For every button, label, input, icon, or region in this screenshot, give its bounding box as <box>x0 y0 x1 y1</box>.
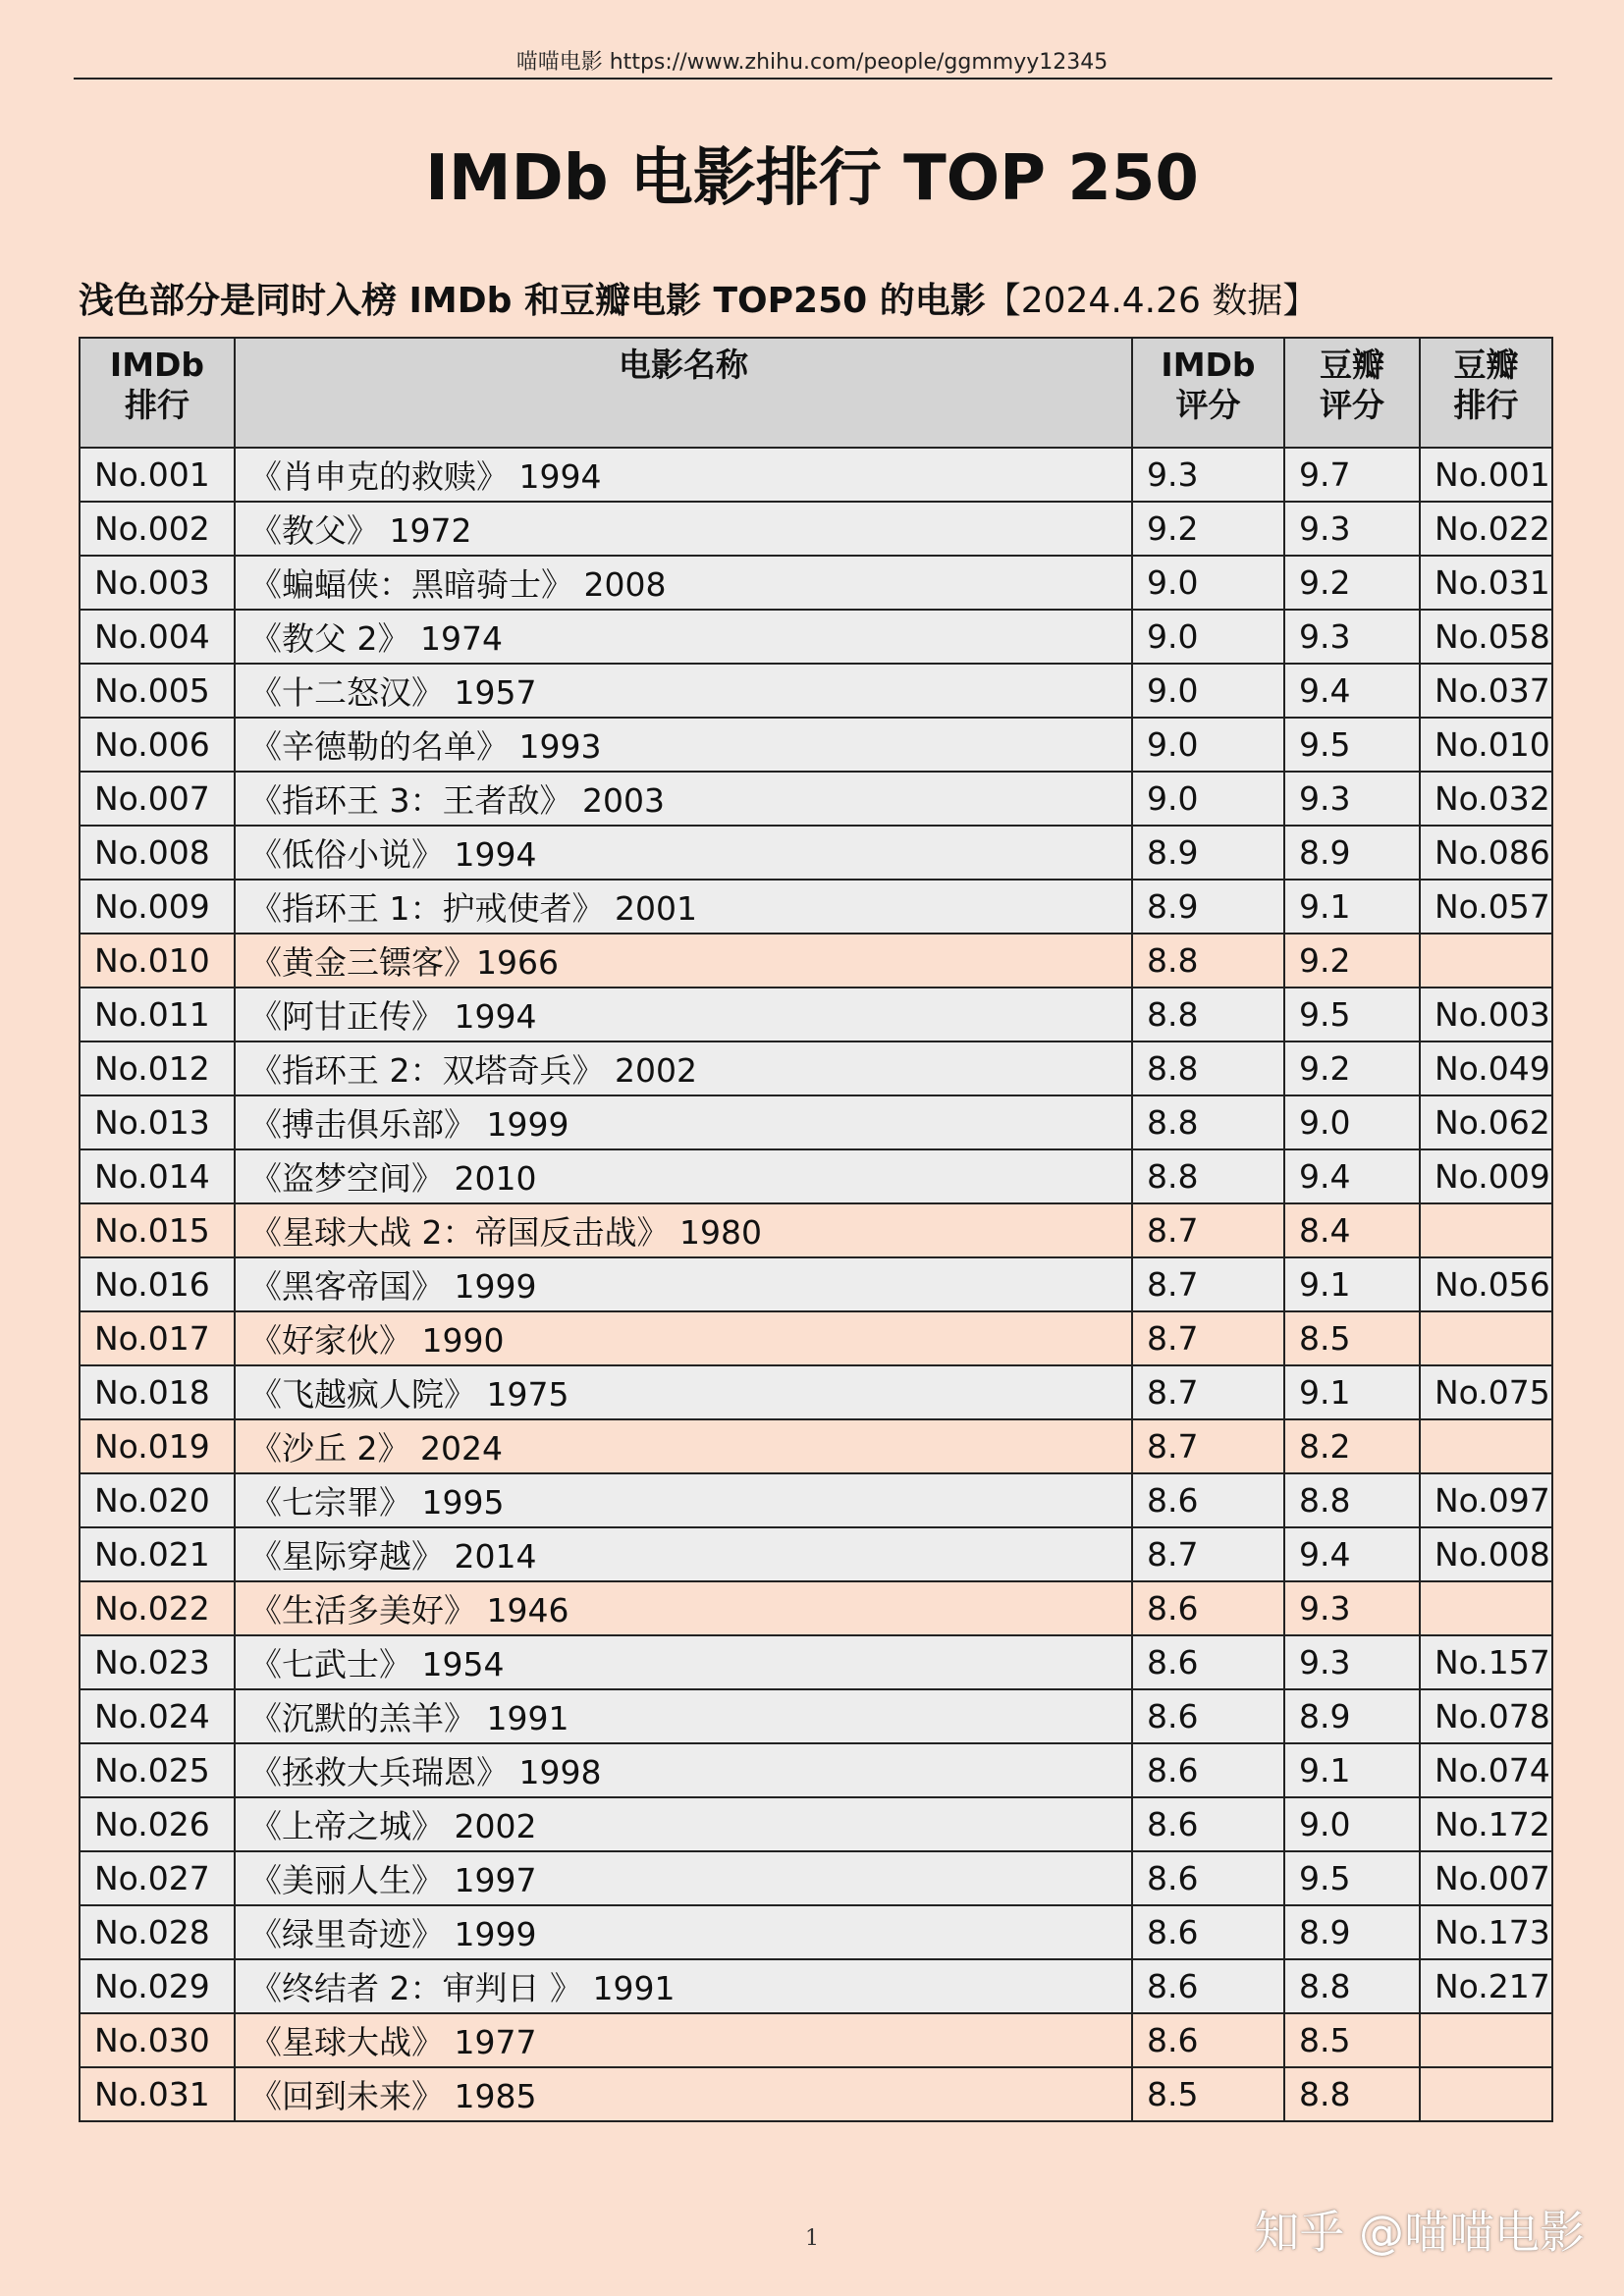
cell-douban-rank <box>1420 2067 1552 2121</box>
cell-imdb-score: 8.6 <box>1132 1689 1284 1743</box>
cell-douban-score: 8.4 <box>1284 1203 1420 1257</box>
table-row <box>80 1365 1552 1419</box>
cell-imdb-rank: No.001 <box>80 448 235 502</box>
cell-title: 《回到未来》 1985 <box>235 2067 1132 2121</box>
cell-title: 《沙丘 2》 2024 <box>235 1419 1132 1473</box>
cell-douban-score: 9.4 <box>1284 1527 1420 1581</box>
cell-douban-score: 9.5 <box>1284 988 1420 1041</box>
cell-title: 《生活多美好》 1946 <box>235 1581 1132 1635</box>
page-title: IMDb 电影排行 TOP 250 <box>425 142 1199 215</box>
cell-douban-rank: No.097 <box>1420 1473 1552 1527</box>
cell-douban-rank: No.049 <box>1420 1041 1552 1095</box>
cell-title: 《星球大战 2：帝国反击战》 1980 <box>235 1203 1132 1257</box>
cell-douban-rank: No.173 <box>1420 1905 1552 1959</box>
cell-douban-rank: No.157 <box>1420 1635 1552 1689</box>
cell-douban-score: 8.9 <box>1284 826 1420 880</box>
table-row <box>80 880 1552 934</box>
cell-imdb-score: 9.0 <box>1132 718 1284 772</box>
cell-douban-rank <box>1420 934 1552 988</box>
cell-imdb-score: 8.7 <box>1132 1527 1284 1581</box>
cell-douban-rank: No.037 <box>1420 664 1552 718</box>
cell-douban-rank: No.022 <box>1420 502 1552 556</box>
table-row <box>80 1851 1552 1905</box>
cell-imdb-score: 8.6 <box>1132 1851 1284 1905</box>
table-row <box>80 1473 1552 1527</box>
cell-douban-score: 9.3 <box>1284 1635 1420 1689</box>
cell-imdb-rank: No.029 <box>80 1959 235 2013</box>
table-row <box>80 2067 1552 2121</box>
cell-imdb-rank: No.003 <box>80 556 235 610</box>
cell-douban-score: 9.4 <box>1284 664 1420 718</box>
cell-douban-score: 8.8 <box>1284 1959 1420 2013</box>
cell-title: 《教父 2》 1974 <box>235 610 1132 664</box>
cell-douban-score: 8.8 <box>1284 2067 1420 2121</box>
cell-douban-rank: No.057 <box>1420 880 1552 934</box>
cell-douban-score: 9.2 <box>1284 556 1420 610</box>
table-row <box>80 718 1552 772</box>
cell-imdb-rank: No.026 <box>80 1797 235 1851</box>
cell-title: 《辛德勒的名单》 1993 <box>235 718 1132 772</box>
cell-douban-rank <box>1420 1419 1552 1473</box>
cell-imdb-rank: No.004 <box>80 610 235 664</box>
col-header-imdb-score: IMDb 评分 <box>1132 338 1284 448</box>
header-divider <box>74 78 1552 80</box>
subtitle-note: 浅色部分是同时入榜 IMDb 和豆瓣电影 TOP250 的电影 <box>79 281 986 321</box>
cell-imdb-score: 8.7 <box>1132 1419 1284 1473</box>
cell-imdb-rank: No.010 <box>80 934 235 988</box>
cell-title: 《绿里奇迹》 1999 <box>235 1905 1132 1959</box>
cell-douban-score: 9.2 <box>1284 934 1420 988</box>
cell-douban-rank: No.062 <box>1420 1095 1552 1149</box>
cell-douban-rank: No.008 <box>1420 1527 1552 1581</box>
cell-douban-rank: No.001 <box>1420 448 1552 502</box>
cell-douban-rank: No.031 <box>1420 556 1552 610</box>
table-row <box>80 1743 1552 1797</box>
table-row <box>80 826 1552 880</box>
cell-title: 《低俗小说》 1994 <box>235 826 1132 880</box>
table-row <box>80 1797 1552 1851</box>
cell-imdb-rank: No.013 <box>80 1095 235 1149</box>
cell-imdb-rank: No.022 <box>80 1581 235 1635</box>
cell-imdb-rank: No.025 <box>80 1743 235 1797</box>
table-body <box>80 448 1552 2121</box>
cell-imdb-score: 8.7 <box>1132 1365 1284 1419</box>
cell-title: 《沉默的羔羊》 1991 <box>235 1689 1132 1743</box>
cell-imdb-rank: No.027 <box>80 1851 235 1905</box>
cell-douban-score: 9.5 <box>1284 718 1420 772</box>
cell-imdb-score: 8.8 <box>1132 988 1284 1041</box>
cell-title: 《搏击俱乐部》 1999 <box>235 1095 1132 1149</box>
cell-douban-rank: No.086 <box>1420 826 1552 880</box>
cell-imdb-score: 8.6 <box>1132 1959 1284 2013</box>
cell-imdb-rank: No.005 <box>80 664 235 718</box>
cell-imdb-score: 8.6 <box>1132 1473 1284 1527</box>
cell-title: 《教父》 1972 <box>235 502 1132 556</box>
cell-douban-score: 9.7 <box>1284 448 1420 502</box>
cell-imdb-rank: No.014 <box>80 1149 235 1203</box>
table-row <box>80 1527 1552 1581</box>
zhihu-watermark: 知乎 @喵喵电影 <box>1254 2206 1585 2259</box>
cell-douban-score: 9.1 <box>1284 1257 1420 1311</box>
cell-imdb-rank: No.002 <box>80 502 235 556</box>
cell-douban-rank: No.074 <box>1420 1743 1552 1797</box>
cell-douban-score: 9.5 <box>1284 1851 1420 1905</box>
table-header-row <box>80 338 1552 448</box>
cell-imdb-score: 8.7 <box>1132 1311 1284 1365</box>
cell-imdb-score: 9.0 <box>1132 664 1284 718</box>
cell-imdb-rank: No.016 <box>80 1257 235 1311</box>
cell-imdb-score: 9.2 <box>1132 502 1284 556</box>
ranking-table <box>79 337 1553 2122</box>
cell-douban-rank: No.217 <box>1420 1959 1552 2013</box>
cell-douban-rank: No.007 <box>1420 1851 1552 1905</box>
cell-douban-score: 9.1 <box>1284 1365 1420 1419</box>
cell-imdb-score: 9.0 <box>1132 772 1284 826</box>
cell-title: 《飞越疯人院》 1975 <box>235 1365 1132 1419</box>
cell-imdb-rank: No.018 <box>80 1365 235 1419</box>
cell-imdb-rank: No.020 <box>80 1473 235 1527</box>
table-row <box>80 1203 1552 1257</box>
cell-title: 《盗梦空间》 2010 <box>235 1149 1132 1203</box>
cell-imdb-rank: No.009 <box>80 880 235 934</box>
table-row <box>80 610 1552 664</box>
cell-title: 《指环王 1：护戒使者》 2001 <box>235 880 1132 934</box>
cell-title: 《肖申克的救赎》 1994 <box>235 448 1132 502</box>
table-row <box>80 2013 1552 2067</box>
cell-douban-score: 8.9 <box>1284 1689 1420 1743</box>
page-header-source: 喵喵电影 https://www.zhihu.com/people/ggmmyy12345 <box>515 50 1109 75</box>
table-row <box>80 502 1552 556</box>
cell-douban-rank <box>1420 1581 1552 1635</box>
cell-imdb-score: 8.8 <box>1132 1149 1284 1203</box>
table-row <box>80 664 1552 718</box>
cell-douban-score: 9.0 <box>1284 1797 1420 1851</box>
cell-imdb-score: 9.0 <box>1132 610 1284 664</box>
table-row <box>80 1581 1552 1635</box>
cell-title: 《终结者 2：审判日 》 1991 <box>235 1959 1132 2013</box>
cell-title: 《十二怒汉》 1957 <box>235 664 1132 718</box>
cell-imdb-score: 8.7 <box>1132 1257 1284 1311</box>
table-row <box>80 1905 1552 1959</box>
cell-douban-score: 8.5 <box>1284 1311 1420 1365</box>
cell-douban-score: 8.9 <box>1284 1905 1420 1959</box>
cell-douban-score: 9.3 <box>1284 772 1420 826</box>
cell-douban-rank <box>1420 1311 1552 1365</box>
cell-douban-rank: No.172 <box>1420 1797 1552 1851</box>
table-row <box>80 1419 1552 1473</box>
cell-douban-rank: No.032 <box>1420 772 1552 826</box>
cell-imdb-rank: No.024 <box>80 1689 235 1743</box>
cell-title: 《七武士》 1954 <box>235 1635 1132 1689</box>
cell-title: 《黄金三镖客》1966 <box>235 934 1132 988</box>
cell-douban-score: 9.4 <box>1284 1149 1420 1203</box>
cell-imdb-score: 9.0 <box>1132 556 1284 610</box>
col-header-douban-score: 豆瓣 评分 <box>1284 338 1420 448</box>
cell-douban-rank: No.058 <box>1420 610 1552 664</box>
table-row <box>80 556 1552 610</box>
table-row <box>80 448 1552 502</box>
cell-title: 《美丽人生》 1997 <box>235 1851 1132 1905</box>
cell-douban-score: 8.2 <box>1284 1419 1420 1473</box>
cell-imdb-score: 8.8 <box>1132 1095 1284 1149</box>
table-row <box>80 1635 1552 1689</box>
page-number: 1 <box>805 2226 819 2251</box>
table-row <box>80 772 1552 826</box>
cell-title: 《蝙蝠侠：黑暗骑士》 2008 <box>235 556 1132 610</box>
cell-douban-rank: No.009 <box>1420 1149 1552 1203</box>
cell-title: 《上帝之城》 2002 <box>235 1797 1132 1851</box>
cell-douban-score: 9.2 <box>1284 1041 1420 1095</box>
cell-title: 《七宗罪》 1995 <box>235 1473 1132 1527</box>
cell-douban-score: 9.3 <box>1284 610 1420 664</box>
col-header-title: 电影名称 <box>235 338 1132 448</box>
table-row <box>80 1311 1552 1365</box>
table-row <box>80 1257 1552 1311</box>
cell-imdb-score: 8.6 <box>1132 2013 1284 2067</box>
cell-imdb-score: 8.6 <box>1132 1905 1284 1959</box>
cell-imdb-rank: No.012 <box>80 1041 235 1095</box>
cell-douban-score: 9.0 <box>1284 1095 1420 1149</box>
cell-title: 《阿甘正传》 1994 <box>235 988 1132 1041</box>
cell-douban-score: 8.8 <box>1284 1473 1420 1527</box>
cell-douban-rank: No.078 <box>1420 1689 1552 1743</box>
cell-imdb-rank: No.021 <box>80 1527 235 1581</box>
cell-imdb-score: 9.3 <box>1132 448 1284 502</box>
page-subtitle <box>79 273 1318 323</box>
cell-imdb-score: 8.7 <box>1132 1203 1284 1257</box>
cell-imdb-rank: No.008 <box>80 826 235 880</box>
cell-imdb-score: 8.6 <box>1132 1743 1284 1797</box>
cell-douban-rank: No.056 <box>1420 1257 1552 1311</box>
col-header-douban-rank: 豆瓣 排行 <box>1420 338 1552 448</box>
cell-imdb-score: 8.5 <box>1132 2067 1284 2121</box>
subtitle-date: 【2024.4.26 数据】 <box>985 281 1319 321</box>
cell-title: 《好家伙》 1990 <box>235 1311 1132 1365</box>
cell-imdb-score: 8.6 <box>1132 1635 1284 1689</box>
cell-title: 《指环王 2：双塔奇兵》 2002 <box>235 1041 1132 1095</box>
cell-douban-score: 9.1 <box>1284 880 1420 934</box>
table-row <box>80 988 1552 1041</box>
cell-imdb-score: 8.8 <box>1132 934 1284 988</box>
cell-imdb-score: 8.6 <box>1132 1797 1284 1851</box>
cell-imdb-rank: No.017 <box>80 1311 235 1365</box>
cell-imdb-rank: No.019 <box>80 1419 235 1473</box>
cell-imdb-rank: No.030 <box>80 2013 235 2067</box>
cell-imdb-rank: No.031 <box>80 2067 235 2121</box>
cell-douban-score: 8.5 <box>1284 2013 1420 2067</box>
cell-douban-score: 9.3 <box>1284 1581 1420 1635</box>
col-header-imdb-rank: IMDb 排行 <box>80 338 235 448</box>
cell-imdb-rank: No.006 <box>80 718 235 772</box>
table-row <box>80 934 1552 988</box>
cell-imdb-rank: No.011 <box>80 988 235 1041</box>
cell-title: 《星际穿越》 2014 <box>235 1527 1132 1581</box>
table-row <box>80 1095 1552 1149</box>
cell-title: 《拯救大兵瑞恩》 1998 <box>235 1743 1132 1797</box>
cell-douban-rank <box>1420 2013 1552 2067</box>
cell-title: 《星球大战》 1977 <box>235 2013 1132 2067</box>
cell-douban-score: 9.3 <box>1284 502 1420 556</box>
cell-imdb-score: 8.8 <box>1132 1041 1284 1095</box>
cell-imdb-rank: No.028 <box>80 1905 235 1959</box>
cell-douban-rank: No.010 <box>1420 718 1552 772</box>
cell-douban-rank <box>1420 1203 1552 1257</box>
cell-imdb-rank: No.015 <box>80 1203 235 1257</box>
cell-imdb-score: 8.9 <box>1132 880 1284 934</box>
cell-imdb-score: 8.9 <box>1132 826 1284 880</box>
cell-title: 《指环王 3：王者敌》 2003 <box>235 772 1132 826</box>
table-row <box>80 1149 1552 1203</box>
table-row <box>80 1689 1552 1743</box>
cell-imdb-score: 8.6 <box>1132 1581 1284 1635</box>
cell-imdb-rank: No.023 <box>80 1635 235 1689</box>
table-row <box>80 1959 1552 2013</box>
cell-imdb-rank: No.007 <box>80 772 235 826</box>
cell-douban-rank: No.003 <box>1420 988 1552 1041</box>
cell-douban-score: 9.1 <box>1284 1743 1420 1797</box>
table-row <box>80 1041 1552 1095</box>
cell-title: 《黑客帝国》 1999 <box>235 1257 1132 1311</box>
cell-douban-rank: No.075 <box>1420 1365 1552 1419</box>
